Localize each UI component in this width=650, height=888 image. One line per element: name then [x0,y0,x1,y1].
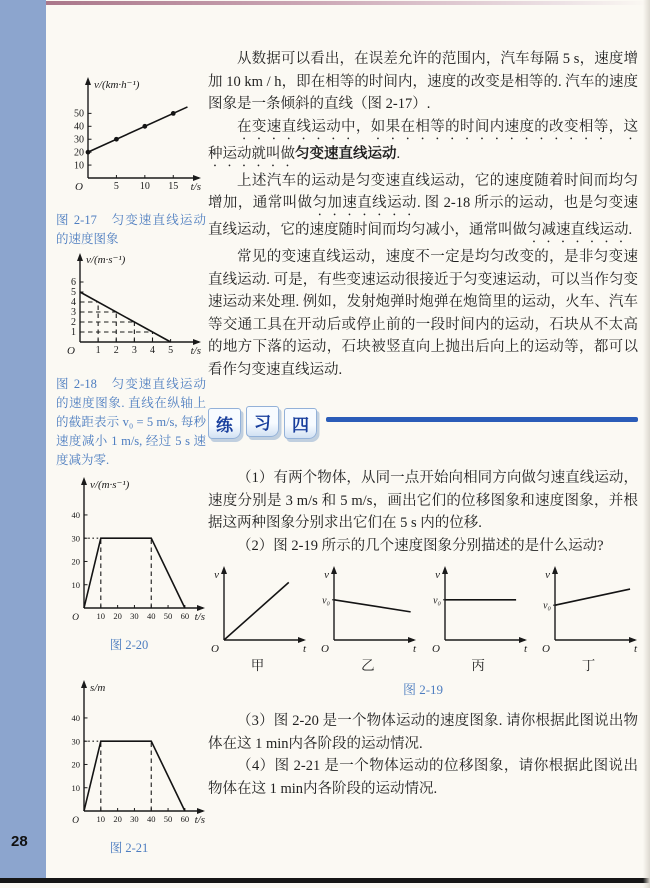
svg-text:10: 10 [139,181,150,192]
svg-text:2: 2 [71,317,76,329]
svg-text:1: 1 [95,345,101,356]
svg-text:O: O [75,181,83,193]
svg-text:v/(km·h⁻¹): v/(km·h⁻¹) [94,79,140,91]
svg-text:10: 10 [71,782,80,793]
paragraph [208,48,638,116]
svg-text:4: 4 [150,345,155,356]
figure-2-19-jia [208,565,307,674]
svg-text:40: 40 [146,814,156,824]
exercise-char: 练 [216,415,233,435]
text-run: 上述汽车的运动是匀变速直线运动，它的速度随着时间而均匀增加，通常叫做 [208,172,638,211]
svg-text:40: 40 [146,611,156,621]
svg-text:40: 40 [74,121,84,133]
figure-2-19-bing [429,565,528,674]
svg-text:t/s: t/s [190,345,201,357]
svg-text:v₀: v₀ [322,595,331,607]
svg-text:40: 40 [71,713,80,724]
svg-text:10: 10 [96,814,106,824]
figure-2-20-caption: 图 2-20 [109,638,149,652]
exercise-char: 习 [254,413,271,433]
svg-text:4: 4 [71,297,76,309]
svg-text:20: 20 [113,814,122,824]
page-number: 28 [11,833,28,850]
svg-text:20: 20 [74,147,84,159]
text-run: 匀加速直线运动 [312,195,417,211]
figure-2-19-yi [318,565,417,674]
svg-text:3: 3 [71,307,76,319]
svg-text:50: 50 [163,611,173,621]
figure-2-19-ding-graph [539,565,638,655]
svg-text:20: 20 [71,556,80,567]
questions-3-4 [208,710,638,800]
svg-text:t: t [633,643,637,655]
question-3: （3）图 2-20 是一个物体运动的速度图象. 请你根据此图说出物体在这 1 min内各阶段的运动情况. [208,713,638,752]
figure-2-19-bing-graph [429,565,528,655]
svg-text:O: O [67,345,75,357]
svg-text:O: O [542,643,550,655]
svg-text:v/(m·s⁻¹): v/(m·s⁻¹) [86,254,126,266]
svg-text:5: 5 [71,287,76,299]
text-run: 在变速直线运动中，如果在相等的时间内速度的改变相等，这种运动就叫做 [208,118,638,162]
page-top-edge-line [46,1,650,5]
svg-text:O: O [321,643,330,655]
text-run: . [628,222,633,238]
svg-text:20: 20 [113,611,122,621]
svg-text:5: 5 [113,181,119,192]
figure-2-19-yi-graph [318,565,417,655]
question-1: （1）有两个物体，从同一点开始向相同方向做匀速直线运动，速度分别是 3 m/s 和 5 m/s，画出它们的位移图象和速度图象，并根据这两种图象分别求出它们在 5 s 内的位移. [208,470,638,531]
question-2: （2）图 2-19 所示的几个速度图象分别描述的是什么运动? [237,537,604,554]
figure-2-17-graph [54,76,206,204]
svg-text:v: v [214,569,219,581]
svg-text:50: 50 [163,814,173,824]
svg-text:O: O [431,643,440,655]
figure-column [54,76,206,858]
paragraph [208,170,638,247]
page-bottom-edge-line [0,878,650,883]
figure-2-21-graph [54,679,206,837]
figure-2-19-bing-label: 丙 [471,658,485,673]
key-term: 匀变速直线运动 [295,145,397,162]
figure-2-19-yi-label: 乙 [361,658,375,673]
figure-2-19-ding-label: 丁 [581,658,596,673]
svg-text:30: 30 [130,814,139,824]
svg-text:O: O [72,816,79,826]
svg-text:20: 20 [71,759,80,770]
svg-text:t: t [413,643,417,655]
questions-1-2 [208,467,638,557]
question-4: （4）图 2-21 是一个物体运动的位移图象，请你根据此图说出物体在这 1 min内各阶段的运动情况. [208,758,638,797]
svg-text:v₀: v₀ [432,595,441,607]
exercise-title-char-1 [208,408,241,439]
text-run: 匀减速直线运动 [527,222,629,238]
svg-text:40: 40 [71,510,80,521]
paragraph [208,116,638,170]
svg-text:15: 15 [168,181,179,192]
exercise-banner [208,405,638,441]
svg-text:30: 30 [74,134,84,146]
text-run: . 图 2-18 所示的运动，也是匀变速直线运动，它的速度随时间而均匀减小，通常叫做 [208,195,639,238]
exercise-title-char-3 [284,408,317,439]
figure-2-19-graphs [208,565,638,674]
svg-text:t/s: t/s [194,611,205,623]
figure-2-19-jia-graph [208,565,307,655]
svg-text:10: 10 [74,160,84,172]
svg-text:v/(m·s⁻¹): v/(m·s⁻¹) [90,479,130,491]
svg-text:t/s: t/s [190,181,201,193]
figure-2-19-ding [539,565,638,674]
svg-text:t/s: t/s [194,814,205,826]
paragraph [208,246,638,381]
svg-text:10: 10 [96,611,106,621]
svg-text:5: 5 [168,345,174,356]
svg-text:2: 2 [113,345,119,356]
left-margin-strip [0,0,46,878]
svg-text:1: 1 [71,327,76,339]
svg-text:6: 6 [71,277,76,289]
body-paragraphs [208,48,638,381]
figure-2-19-jia-label: 甲 [250,658,265,673]
text-run: . [396,145,401,162]
main-text-column [208,48,638,800]
figure-2-20-graph [54,476,206,634]
svg-text:50: 50 [74,108,84,120]
svg-text:30: 30 [130,611,139,621]
svg-text:60: 60 [180,814,190,824]
svg-text:v₀: v₀ [543,600,551,612]
svg-text:v: v [434,569,440,581]
svg-text:v: v [545,569,550,581]
exercise-title-char-2 [246,406,279,437]
svg-text:O: O [211,643,219,655]
text-run: 从数据可以看出，在误差允许的范围内，汽车每隔 5 s，速度增加 10 km / h，即在相等的时间内，速度的改变是相等的. 汽车的速度图象是一条倾斜的直线（图 2-17）. [208,51,638,112]
svg-text:v: v [324,569,330,581]
svg-text:30: 30 [71,533,80,544]
exercise-char: 四 [292,415,309,435]
figure-2-19-caption: 图 2-19 [402,682,444,697]
svg-text:30: 30 [71,736,80,747]
svg-text:3: 3 [131,345,137,356]
exercise-rule-line [326,417,638,422]
figure-2-17-caption: 图 2-17 匀变速直线运动的速度图象 [56,213,206,246]
exercise-title-tiles [208,408,317,439]
svg-text:t: t [302,643,306,655]
figure-2-18-graph [54,252,206,368]
figure-2-18-caption: 图 2-18 匀变速直线运动的速度图象. 直线在纵轴上的截距表示 v₀ = 5 m/s, 每秒速度减小 1 m/s, 经过 5 s 速度减为零. [56,377,206,467]
text-run: 常见的变速直线运动，速度不一定是均匀改变的，是非匀变速直线运动. 可是，有些变速运动很接近于匀变速运动，可以当作匀变速运动来处理. 例如，发射炮弹时炮弹在炮筒里的运动，火车、汽车等交通工具在开动后或停止前的一段时间内的运动，石块从不太高的地方下落的运动，石块被竖直向上抛出后向上的运动等，都可以看作匀变速直线运动. [208,249,638,378]
svg-text:10: 10 [71,579,80,590]
svg-text:60: 60 [180,611,190,621]
svg-text:O: O [72,613,79,623]
svg-text:t: t [523,643,527,655]
svg-text:s/m: s/m [90,682,106,694]
figure-2-21-caption: 图 2-21 [109,841,149,855]
